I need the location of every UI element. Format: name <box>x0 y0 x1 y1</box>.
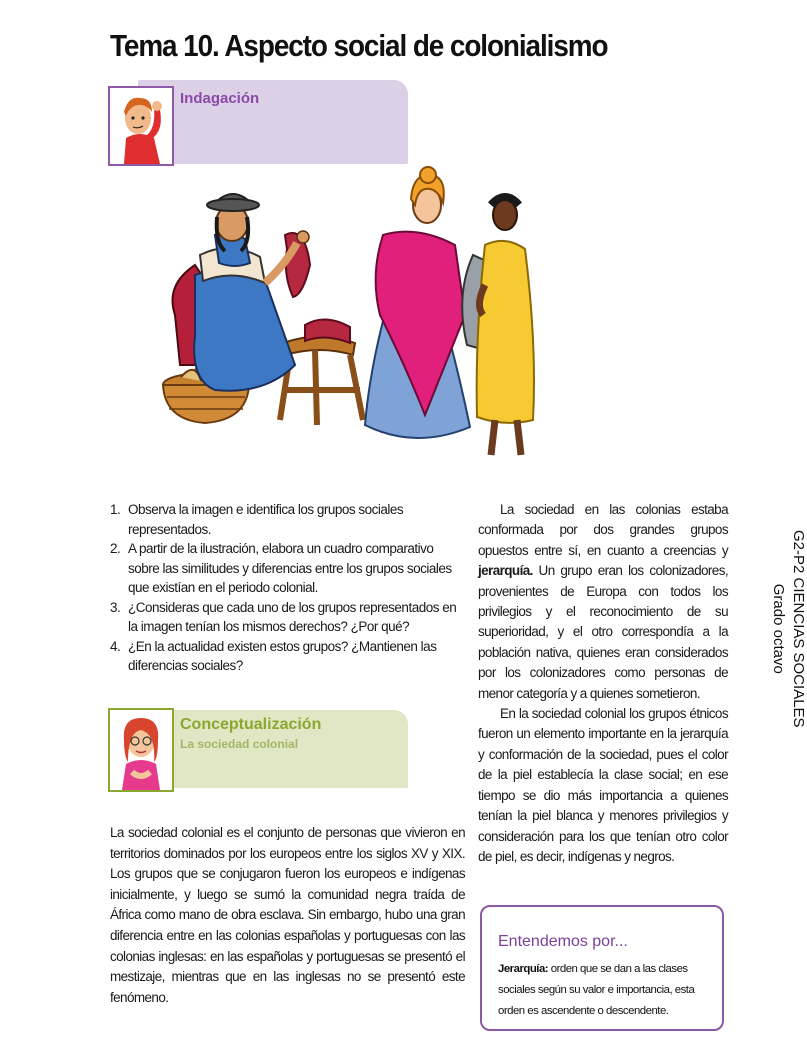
side-label-line2: Grado octavo <box>770 583 787 674</box>
question-item: 1. Observa la imagen e identifica los grupos sociales representados. <box>110 502 404 537</box>
page-title: Tema 10. Aspecto social de colonialismo <box>110 28 608 63</box>
question-item: 3. ¿Consideras que cada uno de los grupos representados en la imagen tenían los mismos derechos? ¿Por qué? <box>110 599 457 634</box>
conceptualizacion-avatar <box>108 708 174 792</box>
indagacion-title: Indagación <box>180 90 260 107</box>
hierarchy-term: jerarquía. <box>478 563 533 579</box>
colonial-society-illustration <box>155 165 555 465</box>
right-column <box>478 500 728 867</box>
indagacion-avatar <box>108 86 174 166</box>
right-paragraph-1: La sociedad en las colonias estaba conformada por dos grandes grupos opuestos entre sí, en cuanto a creencias y jerarquía. Un grupo eran los colonizadores, provenientes de Europa con todos los privilegios y el reconocimiento de su superioridad, y el otro correspondía a la población nativa, quienes eran considerados por los colonizadores como personas de menor categoría y a quienes sometieron. <box>478 502 728 701</box>
side-label <box>770 530 807 730</box>
indagacion-band <box>138 80 408 164</box>
question-list <box>110 500 462 676</box>
conceptualizacion-title: Conceptualización <box>180 716 322 733</box>
conceptualizacion-subtitle: La sociedad colonial <box>180 737 299 751</box>
definition-term: Jerarquía: <box>498 963 549 975</box>
definition-box-title: Entendemos por... <box>498 933 628 950</box>
question-item: 2. A partir de la ilustración, elabora un cuadro comparativo sobre las similitudes y diferencias entre los grupos sociales que existían en el periodo colonial. <box>110 541 452 595</box>
definition-box <box>480 905 724 1031</box>
side-label-line1: G2-P2 CIENCIAS SOCIALES <box>790 530 807 728</box>
indagacion-banner <box>108 80 408 168</box>
definition-text: Jerarquía: orden que se dan a las clases sociales según su valor e importancia, esta orden es ascendente o descendente. <box>498 963 695 1017</box>
conceptualizacion-banner <box>108 708 408 794</box>
teacher-girl-icon <box>110 710 172 790</box>
thinking-boy-icon <box>110 88 172 164</box>
colonial-women-illustration-icon <box>155 165 555 465</box>
body-left-paragraph: La sociedad colonial es el conjunto de personas que vivieron en territorios dominados por los europeos entre los siglos XV y XIX. Los grupos que se conjugaron fueron los europeos e indígenas inicialmente, y luego se sumó la comunidad negra traída de África como mano de obra esclava. Sin embargo, hubo una gran diferencia entre en las colonias españolas y portuguesas con las colonias inglesas: en las españolas y portuguesas se presentó el mestizaje, mientras que en las inglesas no se presentó este fenómeno. <box>110 825 465 1005</box>
right-paragraph-2: En la sociedad colonial los grupos étnicos fueron un elemento importante en la jerarquía y conformación de la sociedad, pues el color de la piel establecía la clase social; en ese tiempo se dio más importancia a quienes tenían la piel blanca y menores privilegios y consideración para los que tenían otro color de piel, es decir, indígenas y negros. <box>478 706 728 864</box>
question-item: 4. ¿En la actualidad existen estos grupos? ¿Mantienen las diferencias sociales? <box>110 638 437 673</box>
side-label-text <box>768 530 807 728</box>
